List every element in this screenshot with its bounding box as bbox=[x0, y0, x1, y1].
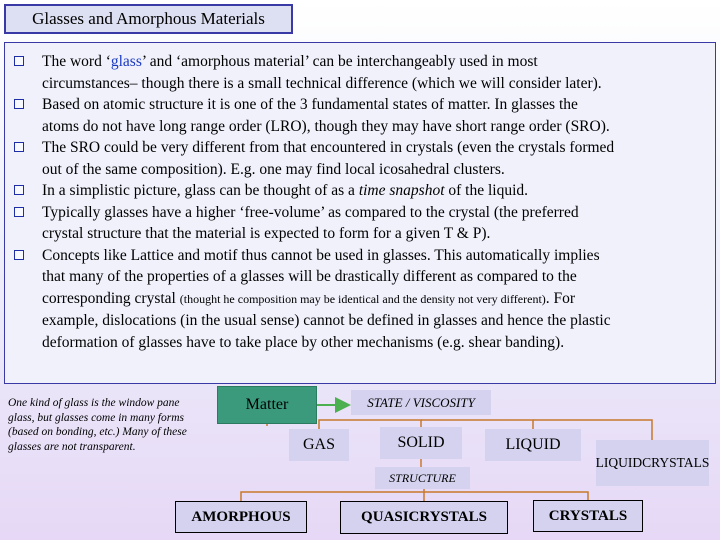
matter-node: Matter bbox=[217, 386, 317, 424]
solid-node: SOLID bbox=[380, 427, 462, 459]
bullet-item: The SRO could be very different from that encountered in crystals (even the crystals formed out of the same composition). E.g. one may find local icosahedral clusters. bbox=[13, 137, 711, 180]
bullet-item: The word ‘glass’ and ‘amorphous material’ can be interchangeably used in most circumstances– though there is a small technical difference (which we will consider later). bbox=[13, 51, 711, 94]
state-viscosity-label: STATE / VISCOSITY bbox=[351, 390, 491, 415]
liquid-node: LIQUID bbox=[485, 429, 581, 461]
density-note: (thought he composition may be identical and the density not very different) bbox=[179, 291, 546, 306]
quasicrystals-node: QUASICRYSTALS bbox=[340, 501, 508, 534]
bullet-item: Typically glasses have a higher ‘free-volume’ as compared to the crystal (the preferred crystal structure that the material is expected to form for a given T & P). bbox=[13, 202, 711, 245]
bullet-item: Concepts like Lattice and motif thus cannot be used in glasses. This automatically implies that many of the properties of a glasses will be drastically different as compared to the corresponding crystal (thought he composition may be identical and the density not very different). For example, dislocations (in the usual sense) cannot be defined in glasses and hence the plastic deformation of glasses have to take place by other mechanisms (e.g. shear banding). bbox=[13, 245, 711, 354]
gas-node: GAS bbox=[289, 429, 349, 461]
time-snapshot-text: time snapshot bbox=[358, 182, 445, 199]
liquid-crystals-node: LIQUID CRYSTALS bbox=[596, 440, 709, 486]
bullet-item: Based on atomic structure it is one of the 3 fundamental states of matter. In glasses the atoms do not have long range order (LRO), though they may have short range order (SRO). bbox=[13, 94, 711, 137]
crystals-node: CRYSTALS bbox=[533, 500, 643, 532]
bullet-item: In a simplistic picture, glass can be thought of as a time snapshot of the liquid. bbox=[13, 180, 711, 202]
side-note: One kind of glass is the window pane glass, but glasses come in many forms (based on bonding, etc.) Many of these glasses are not transparent. bbox=[8, 397, 187, 453]
amorphous-node: AMORPHOUS bbox=[175, 501, 307, 533]
slide-title: Glasses and Amorphous Materials bbox=[4, 4, 293, 34]
structure-label: STRUCTURE bbox=[375, 467, 470, 489]
glass-word: glass bbox=[110, 53, 142, 70]
